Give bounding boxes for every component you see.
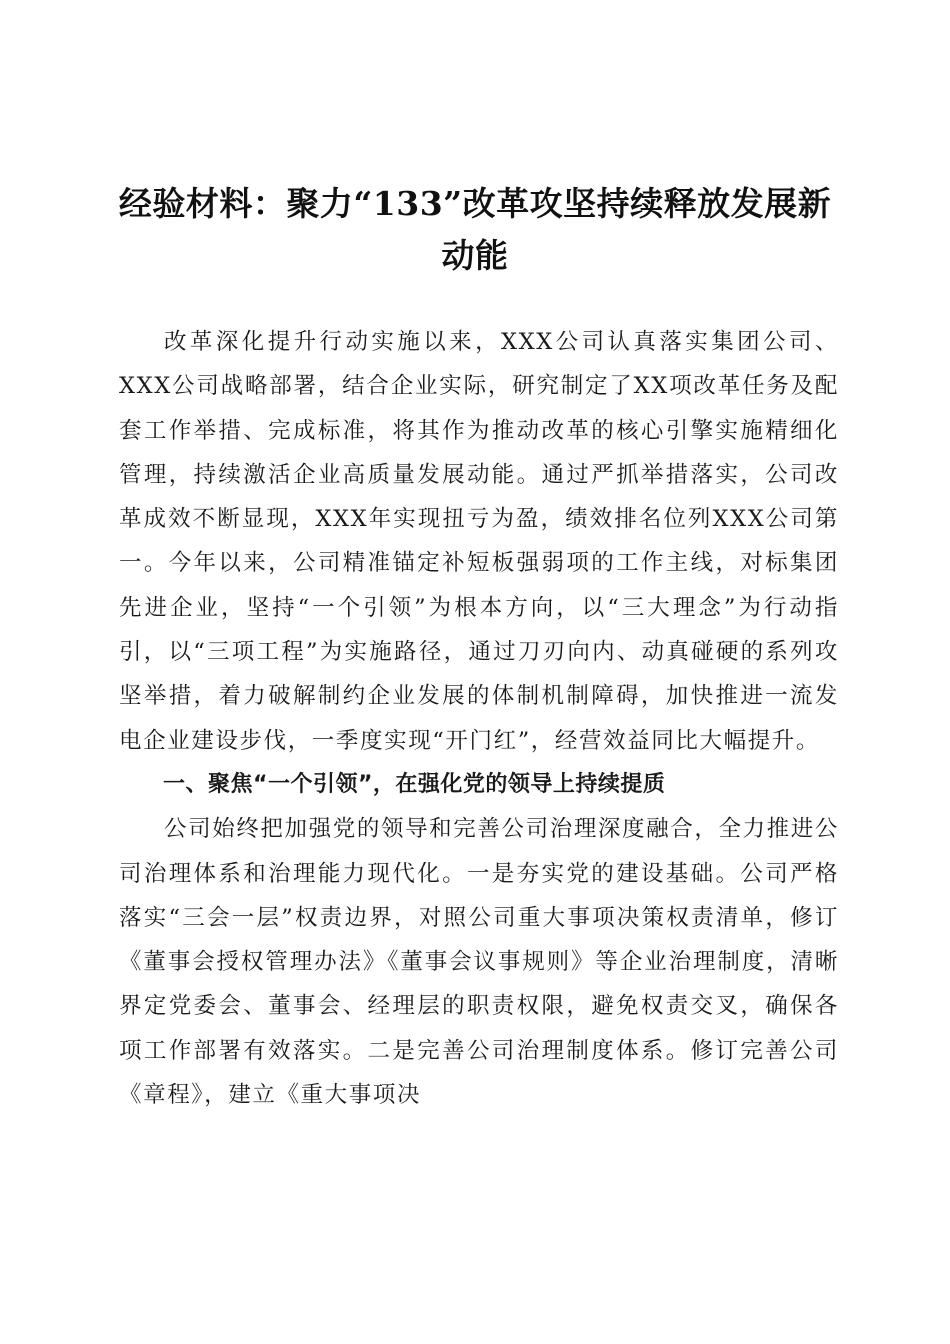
section-heading-1: 一、聚焦“一个引领”，在强化党的领导上持续提质 [163,771,666,797]
intro-paragraph: 改革深化提升行动实施以来，XXX公司认真落实集团公司、XXX公司战略部署，结合企业实际，研究制定了XX项改革任务及配套工作举措、完成标准，将其作为推动改革的核心引擎实施精细化管理，持续激活企业高质量发展动能。通过严抓举措落实，公司改革成效不断显现，XXX年实现扭亏为盈，绩效排名位列XXX公司第一。今年以来，公司精准锚定补短板强弱项的工作主线，对标集团先进企业，坚持“一个引领”为根本方向，以“三大理念”为行动指引，以“三项工程”为实施路径，通过刀刃向内、动真碰硬的系列攻坚举措，着力破解制约企业发展的体制机制障碍，加快推进一流发电企业建设步伐，一季度实现“开门红”，经营效益同比大幅提升。 [119,329,839,754]
document-body [119,320,839,1117]
section-1-paragraph: 公司始终把加强党的领导和完善公司治理深度融合，全力推进公司治理体系和治理能力现代化。一是夯实党的建设基础。公司严格落实“三会一层”权责边界，对照公司重大事项决策权责清单，修订《董事会授权管理办法》《董事会议事规则》等企业治理制度，清晰界定党委会、董事会、经理层的职责权限，避免权责交叉，确保各项工作部署有效落实。二是完善公司治理制度体系。修订完善公司《章程》，建立《重大事项决 [119,816,839,1109]
document-title: 经验材料：聚力“133”改革攻坚持续释放发展新动能 [118,184,832,275]
